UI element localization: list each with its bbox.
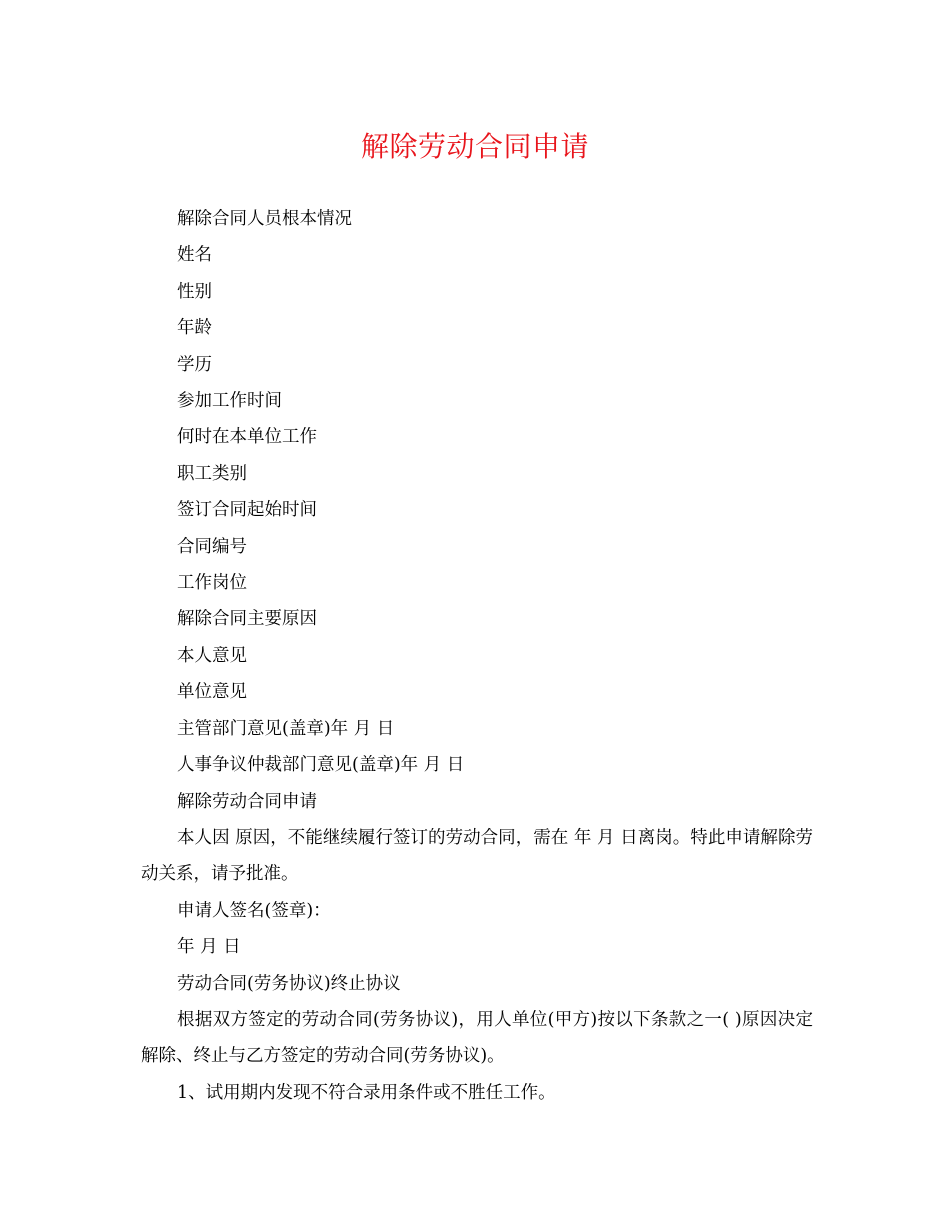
- form-line-education: 学历: [177, 354, 212, 375]
- termination-heading: 劳动合同(劳务协议)终止协议: [177, 973, 401, 994]
- form-line-name: 姓名: [177, 245, 212, 266]
- form-line-staff-category: 职工类别: [177, 463, 247, 484]
- form-line-personal-opinion: 本人意见: [177, 645, 247, 666]
- date-line: 年 月 日: [177, 937, 241, 958]
- application-heading: 解除劳动合同申请: [177, 791, 317, 812]
- form-line-position: 工作岗位: [177, 573, 247, 594]
- form-line-unit-opinion: 单位意见: [177, 682, 247, 703]
- form-line-work-start: 参加工作时间: [177, 391, 282, 412]
- form-line-gender: 性别: [177, 281, 212, 302]
- signature-line: 申请人签名(签章)：: [177, 900, 331, 921]
- clause-1: 1、试用期内发现不符合录用条件或不胜任工作。: [177, 1082, 556, 1103]
- form-line-age: 年龄: [177, 318, 212, 339]
- form-line-unit-start: 何时在本单位工作: [177, 427, 317, 448]
- document-title: 解除劳动合同申请: [360, 130, 589, 163]
- form-line-basic-info: 解除合同人员根本情况: [177, 209, 352, 229]
- document-body: [141, 201, 813, 1111]
- form-line-department-opinion: 主管部门意见(盖章)年 月 日: [177, 718, 395, 739]
- termination-paragraph: 根据双方签定的劳动合同(劳务协议)，用人单位(甲方)按以下条款之一( )原因决定解除、终止与乙方签定的劳动合同(劳务协议)。: [141, 1009, 813, 1067]
- form-line-arbitration-opinion: 人事争议仲裁部门意见(盖章)年 月 日: [177, 755, 465, 776]
- form-line-contract-start: 签订合同起始时间: [177, 500, 317, 521]
- application-paragraph: 本人因 原因，不能继续履行签订的劳动合同，需在 年 月 日离岗。特此申请解除劳动关系，请予批准。: [141, 827, 813, 885]
- form-line-contract-number: 合同编号: [177, 536, 247, 557]
- form-line-main-reason: 解除合同主要原因: [177, 609, 317, 630]
